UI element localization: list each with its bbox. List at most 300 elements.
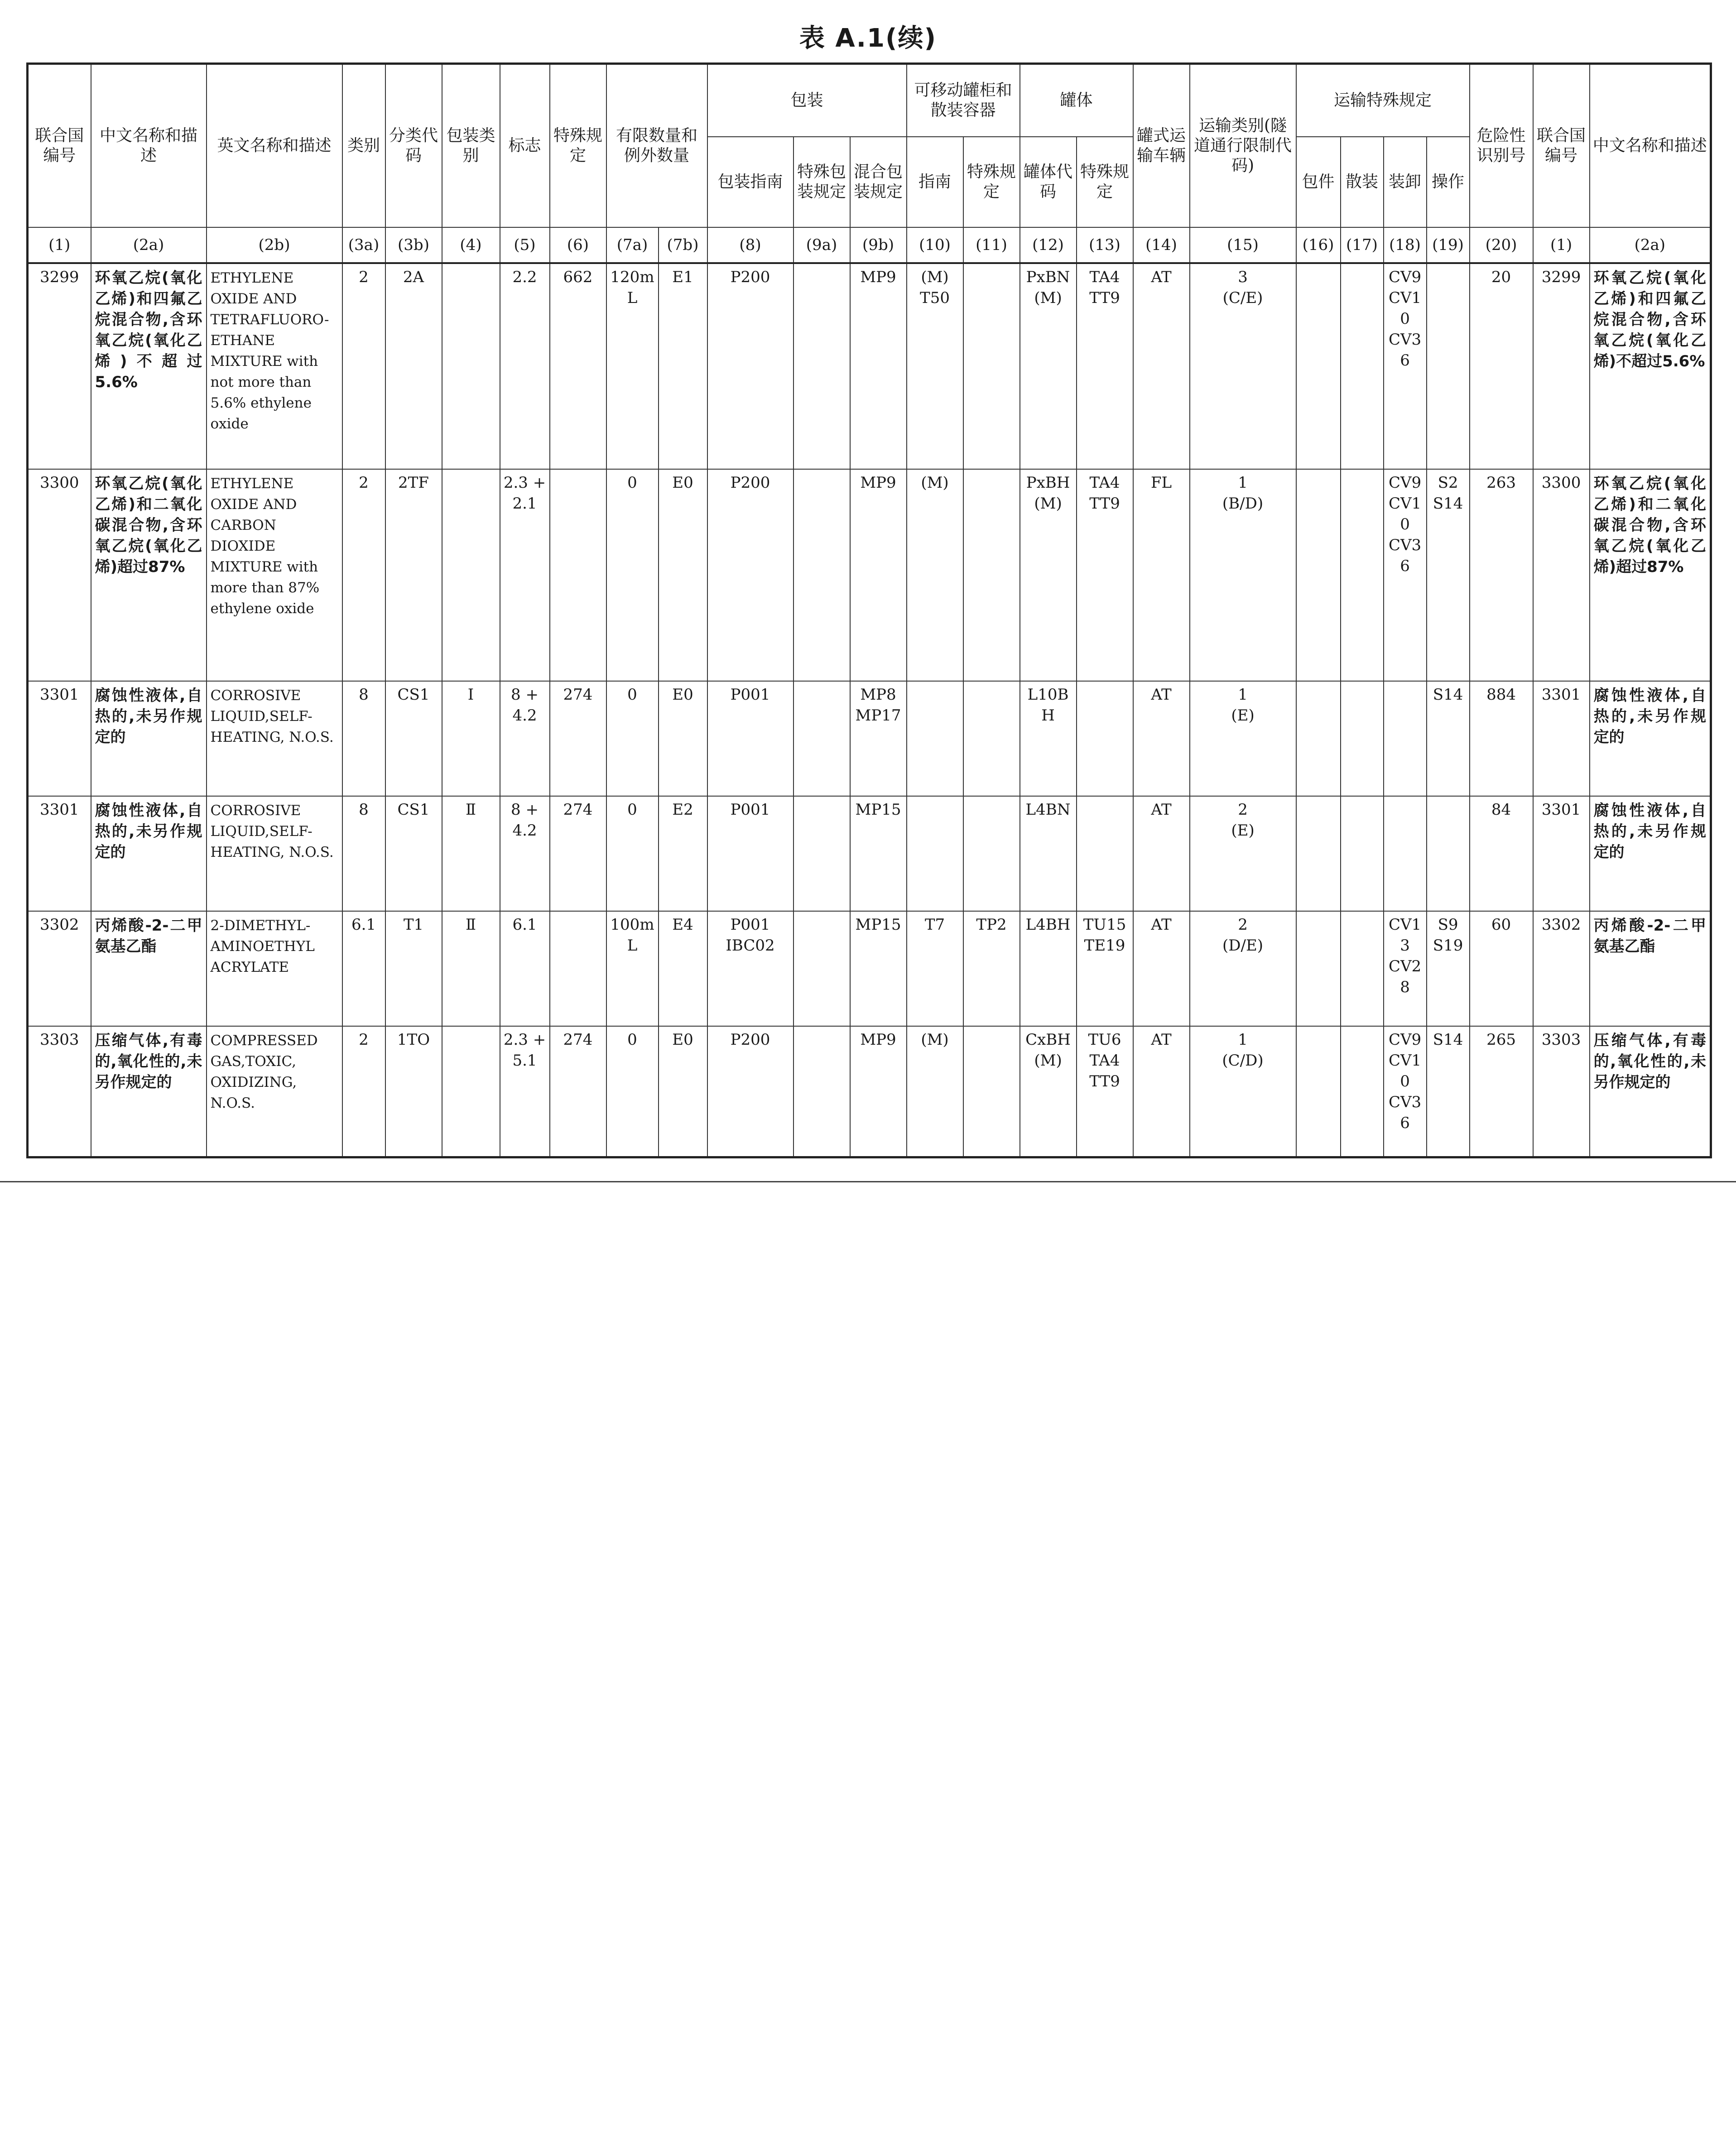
column-number: (20) [1470, 227, 1533, 263]
cell-portable-tank-special-provisions [963, 263, 1020, 469]
cell-classification-code-text: 1TO [397, 1031, 430, 1049]
cell-tank-vehicle [1133, 1026, 1190, 1157]
cell-hazard-id-number [1470, 469, 1533, 681]
cell-classification-code [385, 681, 442, 796]
cell-operation-provision [1427, 796, 1470, 911]
header-tank-vehicle: 罐式运输车辆 [1133, 64, 1190, 228]
cell-chinese-name-text: 腐蚀性液体,自热的,未另作规定的 [95, 687, 202, 746]
cell-tank-vehicle [1133, 911, 1190, 1026]
column-number: (7b) [659, 227, 707, 263]
cell-packing-group-text: Ⅱ [465, 916, 476, 934]
cell-excepted-quantity-text: E0 [672, 686, 693, 704]
header-un-number-right: 联合国编号 [1533, 64, 1590, 228]
cell-tank-special-provisions [1077, 796, 1133, 911]
cell-chinese-name [91, 263, 207, 469]
cell-english-name [207, 911, 342, 1026]
column-number: (9a) [793, 227, 850, 263]
cell-tank-special-provisions [1077, 911, 1133, 1026]
cell-limited-quantity [606, 911, 659, 1026]
cell-tank-vehicle-text: AT [1151, 1031, 1172, 1049]
cell-labels [500, 469, 550, 681]
cell-english-name-text: CORROSIVE LIQUID,SELF-HEATING, N.O.S. [210, 687, 334, 745]
cell-portable-tank-instructions [907, 796, 963, 911]
cell-classification-code [385, 796, 442, 911]
cell-packing-group [442, 681, 500, 796]
cell-loading-unloading-provision [1384, 263, 1427, 469]
column-number: (19) [1427, 227, 1470, 263]
cell-classification-code-text: 2TF [398, 474, 429, 492]
cell-packing-instructions [707, 796, 793, 911]
column-number: (18) [1384, 227, 1427, 263]
cell-portable-tank-instructions [907, 1026, 963, 1157]
cell-mixed-packing-provisions-text: MP15 [855, 801, 901, 819]
cell-tank-code-text: L4BN [1025, 801, 1071, 819]
cell-special-provisions [550, 263, 606, 469]
cell-un-number-right-text: 3301 [1541, 801, 1581, 819]
cell-mixed-packing-provisions [850, 1026, 907, 1157]
cell-special-packing-provisions [793, 796, 850, 911]
dangerous-goods-table-wrapper [26, 62, 1711, 1158]
cell-portable-tank-special-provisions [963, 469, 1020, 681]
cell-un-number-text: 3301 [39, 686, 79, 704]
header-special-provisions: 特殊规定 [550, 64, 606, 228]
cell-mixed-packing-provisions-text: MP9 [860, 1031, 896, 1049]
cell-un-number [28, 681, 91, 796]
cell-un-number-right [1533, 1026, 1590, 1157]
column-number: (1) [1533, 227, 1590, 263]
cell-class [342, 911, 385, 1026]
cell-hazard-id-number-text: 84 [1491, 801, 1511, 819]
cell-english-name [207, 469, 342, 681]
cell-operation-provision-text: S9 S19 [1433, 916, 1463, 955]
cell-packing-instructions-text: P200 [730, 474, 770, 492]
cell-operation-provision [1427, 469, 1470, 681]
cell-limited-quantity-text: 0 [627, 474, 637, 492]
cell-portable-tank-instructions-text: (M) T50 [920, 268, 950, 307]
cell-tank-code [1020, 796, 1077, 911]
cell-class [342, 469, 385, 681]
header-mixed-packing-provisions: 混合包装规定 [850, 137, 907, 227]
cell-chinese-name-right [1590, 681, 1711, 796]
cell-tank-vehicle [1133, 263, 1190, 469]
cell-packing-instructions-text: P001 IBC02 [726, 916, 775, 955]
cell-un-number-right-text: 3299 [1541, 268, 1581, 286]
cell-operation-provision-text: S14 [1433, 686, 1463, 704]
column-number: (5) [500, 227, 550, 263]
cell-hazard-id-number-text: 60 [1491, 916, 1511, 934]
cell-loading-unloading-provision [1384, 911, 1427, 1026]
cell-tank-code-text: PxBN (M) [1026, 268, 1070, 307]
cell-transport-category-text: 2 (D/E) [1222, 916, 1264, 955]
cell-packages-provision [1296, 911, 1341, 1026]
cell-packing-group [442, 263, 500, 469]
header-row-1 [28, 64, 1711, 137]
cell-special-provisions [550, 469, 606, 681]
cell-classification-code-text: 2A [403, 268, 424, 286]
cell-transport-category-text: 2 (E) [1231, 801, 1255, 840]
cell-portable-tank-special-provisions [963, 911, 1020, 1026]
cell-tank-code [1020, 1026, 1077, 1157]
column-number: (8) [707, 227, 793, 263]
cell-excepted-quantity-text: E2 [672, 801, 693, 819]
column-number-row [28, 227, 1711, 263]
cell-tank-code [1020, 911, 1077, 1026]
cell-chinese-name [91, 1026, 207, 1157]
header-transport-category: 运输类别(隧道通行限制代码) [1190, 64, 1296, 228]
column-number: (2b) [207, 227, 342, 263]
cell-limited-quantity-text: 0 [627, 1031, 637, 1049]
cell-class [342, 1026, 385, 1157]
cell-tank-code-text: CxBH (M) [1025, 1031, 1071, 1070]
cell-un-number [28, 911, 91, 1026]
cell-portable-tank-instructions-text: T7 [924, 916, 945, 934]
cell-mixed-packing-provisions [850, 263, 907, 469]
cell-un-number-right [1533, 911, 1590, 1026]
column-number: (14) [1133, 227, 1190, 263]
cell-transport-category [1190, 469, 1296, 681]
cell-loading-unloading-provision-text: CV9 CV10 CV36 [1388, 268, 1422, 370]
column-number: (2a) [91, 227, 207, 263]
cell-limited-quantity [606, 469, 659, 681]
cell-class [342, 796, 385, 911]
cell-transport-category-text: 1 (C/D) [1222, 1031, 1264, 1070]
cell-labels-text: 2.3 + 2.1 [503, 474, 546, 513]
cell-class-text: 2 [359, 474, 369, 492]
cell-tank-special-provisions-text: TU15 TE19 [1083, 916, 1126, 955]
cell-packing-instructions-text: P001 [730, 686, 770, 704]
cell-un-number-right-text: 3302 [1541, 916, 1581, 934]
cell-chinese-name-right [1590, 796, 1711, 911]
table-row [28, 469, 1711, 681]
header-tank-special-provisions: 特殊规定 [1077, 137, 1133, 227]
cell-classification-code [385, 469, 442, 681]
cell-chinese-name-text: 环氧乙烷(氧化乙烯)和四氟乙烷混合物,含环氧乙烷(氧化乙烯)不超过5.6% [95, 269, 202, 391]
cell-tank-code [1020, 263, 1077, 469]
cell-packing-group [442, 469, 500, 681]
cell-transport-category [1190, 263, 1296, 469]
cell-transport-category [1190, 681, 1296, 796]
cell-hazard-id-number [1470, 681, 1533, 796]
cell-excepted-quantity [659, 796, 707, 911]
cell-packing-instructions [707, 263, 793, 469]
cell-class-text: 2 [359, 268, 369, 286]
cell-tank-vehicle-text: AT [1151, 916, 1172, 934]
cell-portable-tank-instructions [907, 263, 963, 469]
column-number: (17) [1341, 227, 1384, 263]
cell-transport-category-text: 3 (C/E) [1222, 268, 1263, 307]
cell-chinese-name-text: 环氧乙烷(氧化乙烯)和二氧化碳混合物,含环氧乙烷(氧化乙烯)超过87% [95, 475, 202, 576]
cell-chinese-name-text: 丙烯酸-2-二甲氨基乙酯 [95, 917, 202, 956]
column-number: (4) [442, 227, 500, 263]
cell-bulk-provision [1341, 796, 1384, 911]
cell-loading-unloading-provision [1384, 1026, 1427, 1157]
cell-portable-tank-special-provisions-text: TP2 [976, 916, 1007, 934]
cell-english-name-text: ETHYLENE OXIDE AND TETRAFLUORO-ETHANE MIXTURE with not more than 5.6% ethylene oxide [210, 270, 329, 432]
column-number: (16) [1296, 227, 1341, 263]
cell-special-packing-provisions [793, 681, 850, 796]
cell-special-provisions [550, 681, 606, 796]
cell-class-text: 6.1 [351, 916, 376, 934]
cell-un-number-right-text: 3303 [1541, 1031, 1581, 1049]
header-classification-code: 分类代码 [385, 64, 442, 228]
cell-chinese-name-right-text: 环氧乙烷(氧化乙烯)和四氟乙烷混合物,含环氧乙烷(氧化乙烯)不超过5.6% [1593, 269, 1707, 370]
header-portable-tank-special-provisions: 特殊规定 [963, 137, 1020, 227]
cell-chinese-name-right-text: 丙烯酸-2-二甲氨基乙酯 [1593, 917, 1707, 956]
cell-portable-tank-special-provisions [963, 681, 1020, 796]
header-bulk: 散装 [1341, 137, 1384, 227]
cell-special-provisions [550, 911, 606, 1026]
cell-portable-tank-instructions [907, 469, 963, 681]
cell-limited-quantity [606, 796, 659, 911]
cell-chinese-name-right-text: 环氧乙烷(氧化乙烯)和二氧化碳混合物,含环氧乙烷(氧化乙烯)超过87% [1593, 475, 1707, 576]
cell-tank-code-text: L4BH [1025, 916, 1071, 934]
cell-un-number-text: 3303 [39, 1031, 79, 1049]
cell-portable-tank-instructions-text: (M) [921, 1031, 949, 1049]
cell-un-number [28, 1026, 91, 1157]
cell-packing-group [442, 796, 500, 911]
cell-loading-unloading-provision [1384, 796, 1427, 911]
cell-mixed-packing-provisions [850, 911, 907, 1026]
cell-special-provisions-text: 274 [563, 801, 593, 819]
header-loading-unloading: 装卸 [1384, 137, 1427, 227]
cell-labels-text: 2.2 [512, 268, 537, 286]
cell-transport-category [1190, 911, 1296, 1026]
cell-english-name-text: 2-DIMETHYL-AMINOETHYL ACRYLATE [210, 917, 315, 975]
cell-excepted-quantity-text: E4 [672, 916, 693, 934]
cell-labels [500, 1026, 550, 1157]
cell-loading-unloading-provision [1384, 469, 1427, 681]
cell-packages-provision [1296, 263, 1341, 469]
header-packing-instructions: 包装指南 [707, 137, 793, 227]
cell-un-number-text: 3302 [39, 916, 79, 934]
header-packaging-group: 包装 [707, 64, 907, 137]
cell-mixed-packing-provisions [850, 469, 907, 681]
header-hazard-id-number: 危险性识别号 [1470, 64, 1533, 228]
cell-mixed-packing-provisions-text: MP8 MP17 [855, 686, 901, 725]
cell-labels-text: 8 + 4.2 [511, 686, 539, 725]
cell-special-provisions [550, 1026, 606, 1157]
cell-chinese-name-text: 腐蚀性液体,自热的,未另作规定的 [95, 802, 202, 861]
cell-operation-provision [1427, 911, 1470, 1026]
cell-transport-category-text: 1 (B/D) [1222, 474, 1264, 513]
cell-portable-tank-instructions [907, 681, 963, 796]
cell-transport-category-text: 1 (E) [1231, 686, 1255, 725]
cell-hazard-id-number [1470, 796, 1533, 911]
cell-class-text: 8 [359, 801, 369, 819]
cell-special-provisions-text: 274 [563, 686, 593, 704]
cell-bulk-provision [1341, 911, 1384, 1026]
cell-packing-group [442, 911, 500, 1026]
cell-special-provisions-text: 662 [563, 268, 593, 286]
cell-packages-provision [1296, 469, 1341, 681]
cell-hazard-id-number-text: 20 [1491, 268, 1511, 286]
cell-tank-code-text: PxBH (M) [1026, 474, 1070, 513]
cell-tank-code [1020, 469, 1077, 681]
column-number: (6) [550, 227, 606, 263]
cell-tank-special-provisions-text: TA4 TT9 [1089, 474, 1120, 513]
cell-tank-special-provisions [1077, 263, 1133, 469]
cell-mixed-packing-provisions-text: MP9 [860, 268, 896, 286]
cell-portable-tank-instructions-text: (M) [921, 474, 949, 492]
table-row [28, 911, 1711, 1026]
header-class: 类别 [342, 64, 385, 228]
column-number: (9b) [850, 227, 907, 263]
cell-classification-code-text: CS1 [397, 686, 430, 704]
cell-operation-provision-text: S14 [1433, 1031, 1463, 1049]
header-chinese-name-right: 中文名称和描述 [1590, 64, 1711, 228]
cell-labels [500, 796, 550, 911]
cell-packing-group-text: Ⅱ [465, 801, 476, 819]
table-row [28, 681, 1711, 796]
cell-labels-text: 6.1 [512, 916, 537, 934]
cell-packing-group-text: I [467, 686, 474, 704]
cell-transport-category [1190, 1026, 1296, 1157]
column-number: (12) [1020, 227, 1077, 263]
cell-english-name [207, 681, 342, 796]
cell-classification-code-text: CS1 [397, 801, 430, 819]
cell-limited-quantity-text: 0 [627, 686, 637, 704]
cell-special-packing-provisions [793, 469, 850, 681]
cell-mixed-packing-provisions-text: MP9 [860, 474, 896, 492]
cell-limited-quantity-text: 120mL [610, 268, 654, 307]
cell-chinese-name-right [1590, 469, 1711, 681]
cell-un-number-right [1533, 263, 1590, 469]
cell-mixed-packing-provisions [850, 796, 907, 911]
cell-limited-quantity [606, 681, 659, 796]
cell-tank-vehicle-text: FL [1150, 474, 1172, 492]
header-special-packing-provisions: 特殊包装规定 [793, 137, 850, 227]
cell-class-text: 8 [359, 686, 369, 704]
cell-limited-quantity-text: 100mL [610, 916, 654, 955]
column-number: (11) [963, 227, 1020, 263]
cell-bulk-provision [1341, 681, 1384, 796]
cell-limited-quantity [606, 1026, 659, 1157]
cell-loading-unloading-provision [1384, 681, 1427, 796]
cell-packing-group [442, 1026, 500, 1157]
cell-packages-provision [1296, 681, 1341, 796]
cell-excepted-quantity [659, 911, 707, 1026]
cell-un-number-right [1533, 469, 1590, 681]
cell-special-provisions-text: 274 [563, 1031, 593, 1049]
cell-un-number [28, 796, 91, 911]
cell-chinese-name-right-text: 腐蚀性液体,自热的,未另作规定的 [1593, 802, 1707, 861]
cell-chinese-name [91, 911, 207, 1026]
cell-limited-quantity [606, 263, 659, 469]
cell-hazard-id-number [1470, 911, 1533, 1026]
cell-labels [500, 263, 550, 469]
table-row [28, 796, 1711, 911]
cell-un-number-text: 3299 [39, 268, 79, 286]
cell-operation-provision [1427, 1026, 1470, 1157]
cell-portable-tank-special-provisions [963, 1026, 1020, 1157]
cell-tank-special-provisions [1077, 1026, 1133, 1157]
cell-un-number-text: 3301 [39, 801, 79, 819]
cell-operation-provision [1427, 681, 1470, 796]
column-number: (2a) [1590, 227, 1711, 263]
cell-chinese-name-right [1590, 911, 1711, 1026]
cell-loading-unloading-provision-text: CV13 CV28 [1388, 916, 1422, 996]
column-number: (15) [1190, 227, 1296, 263]
cell-bulk-provision [1341, 263, 1384, 469]
cell-un-number [28, 469, 91, 681]
cell-classification-code [385, 263, 442, 469]
cell-mixed-packing-provisions [850, 681, 907, 796]
column-number: (7a) [606, 227, 659, 263]
cell-tank-special-provisions [1077, 681, 1133, 796]
cell-tank-vehicle-text: AT [1151, 686, 1172, 704]
page-bottom-rule [0, 1181, 1736, 1182]
cell-excepted-quantity [659, 469, 707, 681]
cell-hazard-id-number-text: 884 [1486, 686, 1516, 704]
cell-tank-vehicle [1133, 796, 1190, 911]
header-tanks: 罐体 [1020, 64, 1133, 137]
cell-chinese-name-right-text: 压缩气体,有毒的,氧化性的,未另作规定的 [1593, 1032, 1707, 1091]
header-special-transport-provisions: 运输特殊规定 [1296, 64, 1470, 137]
cell-english-name [207, 1026, 342, 1157]
cell-class [342, 263, 385, 469]
cell-special-packing-provisions [793, 263, 850, 469]
cell-packing-instructions [707, 1026, 793, 1157]
cell-special-packing-provisions [793, 1026, 850, 1157]
header-operation: 操作 [1427, 137, 1470, 227]
cell-packing-instructions-text: P200 [730, 1031, 770, 1049]
cell-un-number-right [1533, 681, 1590, 796]
header-portable-tanks: 可移动罐柜和散装容器 [907, 64, 1020, 137]
cell-chinese-name [91, 469, 207, 681]
cell-tank-special-provisions-text: TU6 TA4 TT9 [1088, 1031, 1121, 1090]
cell-excepted-quantity-text: E0 [672, 474, 693, 492]
cell-un-number [28, 263, 91, 469]
cell-bulk-provision [1341, 469, 1384, 681]
cell-english-name-text: ETHYLENE OXIDE AND CARBON DIOXIDE MIXTURE with more than 87% ethylene oxide [210, 475, 320, 617]
cell-labels-text: 8 + 4.2 [511, 801, 539, 840]
cell-labels [500, 911, 550, 1026]
cell-chinese-name [91, 796, 207, 911]
cell-packages-provision [1296, 1026, 1341, 1157]
cell-special-packing-provisions [793, 911, 850, 1026]
header-packages: 包件 [1296, 137, 1341, 227]
header-labels: 标志 [500, 64, 550, 228]
cell-un-number-right-text: 3301 [1541, 686, 1581, 704]
cell-mixed-packing-provisions-text: MP15 [855, 916, 901, 934]
header-english-name: 英文名称和描述 [207, 64, 342, 228]
header-portable-tank-instructions: 指南 [907, 137, 963, 227]
cell-loading-unloading-provision-text: CV9 CV10 CV36 [1388, 474, 1422, 575]
cell-bulk-provision [1341, 1026, 1384, 1157]
cell-excepted-quantity [659, 1026, 707, 1157]
cell-excepted-quantity [659, 681, 707, 796]
column-number: (10) [907, 227, 963, 263]
cell-hazard-id-number-text: 265 [1486, 1031, 1516, 1049]
cell-excepted-quantity-text: E1 [672, 268, 693, 286]
cell-portable-tank-special-provisions [963, 796, 1020, 911]
cell-limited-quantity-text: 0 [627, 801, 637, 819]
header-tank-code: 罐体代码 [1020, 137, 1077, 227]
cell-chinese-name-right-text: 腐蚀性液体,自热的,未另作规定的 [1593, 687, 1707, 746]
cell-labels [500, 681, 550, 796]
cell-chinese-name-text: 压缩气体,有毒的,氧化性的,未另作规定的 [95, 1032, 202, 1091]
cell-loading-unloading-provision-text: CV9 CV10 CV36 [1388, 1031, 1422, 1132]
cell-operation-provision [1427, 263, 1470, 469]
cell-tank-vehicle [1133, 681, 1190, 796]
cell-chinese-name-right [1590, 263, 1711, 469]
cell-english-name [207, 263, 342, 469]
cell-excepted-quantity-text: E0 [672, 1031, 693, 1049]
header-un-number: 联合国编号 [28, 64, 91, 228]
cell-classification-code [385, 1026, 442, 1157]
table-row [28, 1026, 1711, 1157]
header-packing-group: 包装类别 [442, 64, 500, 228]
